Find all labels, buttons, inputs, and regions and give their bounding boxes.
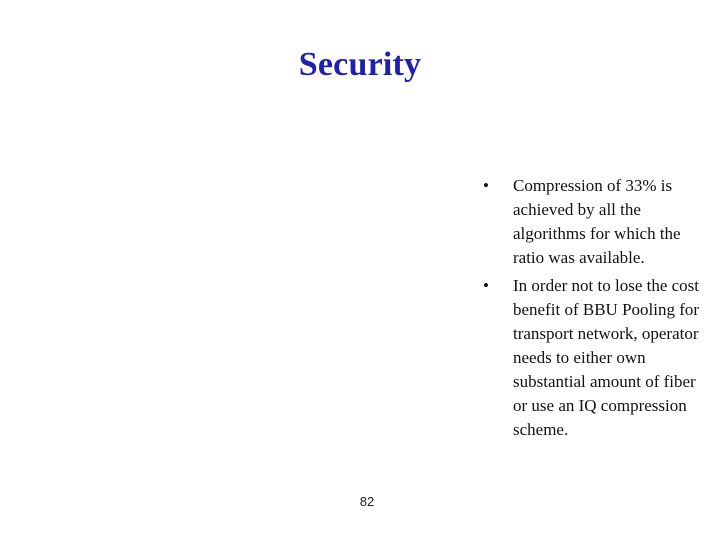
bullet-item <box>478 274 714 442</box>
bullet-text: In order not to lose the cost benefit of BBU Pooling for transport network, operator needs to either own substantial amount of fiber or use an IQ compression scheme. <box>513 276 700 439</box>
bullet-list <box>478 174 714 446</box>
bullet-text: Compression of 33% is achieved by all the algorithms for which the ratio was available. <box>513 176 681 267</box>
page-number: 82 <box>359 494 375 509</box>
bullet-item <box>478 174 714 270</box>
bullet-dot-icon: • <box>483 276 489 295</box>
bullet-dot-icon: • <box>483 176 489 195</box>
slide-title: Security <box>298 46 422 83</box>
